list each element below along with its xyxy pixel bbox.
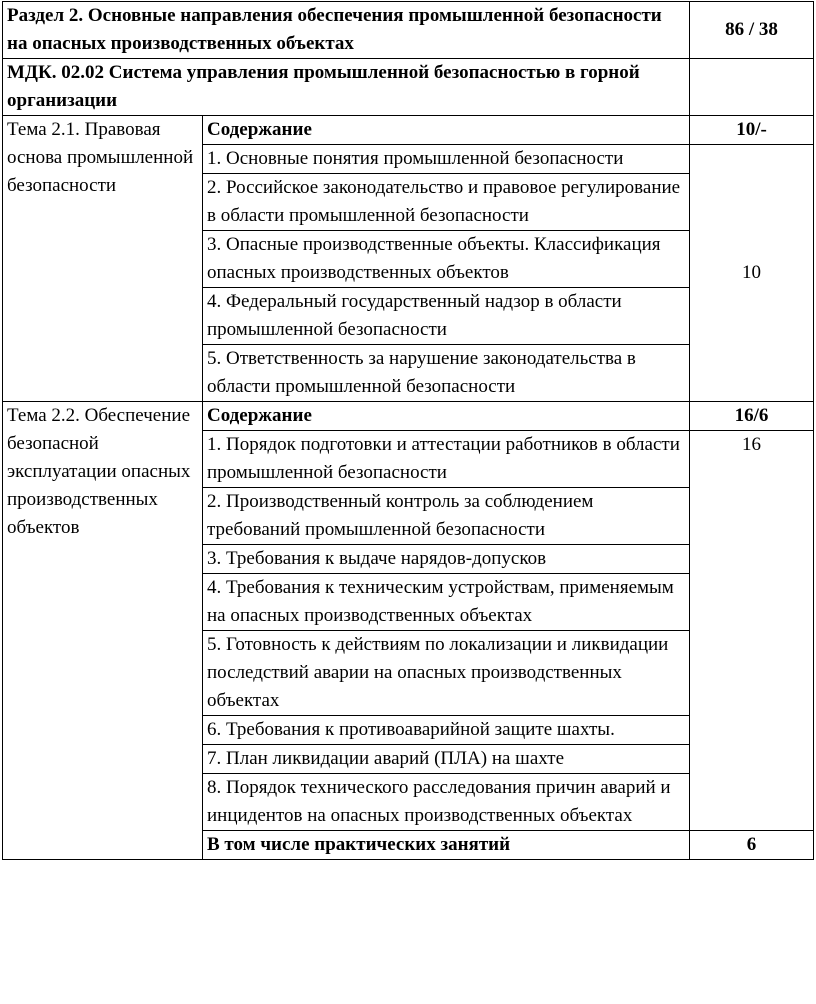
curriculum-table [2,1,814,860]
topic-item: 3. Опасные производственные объекты. Классификация опасных производственных объектов [203,231,690,288]
topic-title: Тема 2.1. Правовая основа промышленной безопасности [3,116,203,402]
items-hours: 10 [690,145,814,402]
topic-row [3,402,814,431]
topic-item: 8. Порядок технического расследования причин аварий и инцидентов на опасных производственных объектах [203,774,690,831]
topic-item: 6. Требования к противоаварийной защите шахты. [203,716,690,745]
content-label: Содержание [203,116,690,145]
practical-label: В том числе практических занятий [203,831,690,860]
content-hours: 10/- [690,116,814,145]
topic-item: 2. Производственный контроль за соблюдением требований промышленной безопасности [203,488,690,545]
section-row [3,2,814,59]
practical-hours: 6 [690,831,814,860]
topic-item: 5. Готовность к действиям по локализации и ликвидации последствий аварии на опасных производственных объектах [203,631,690,716]
mdk-hours [690,59,814,116]
mdk-title: МДК. 02.02 Система управления промышленной безопасностью в горной организации [3,59,690,116]
topic-item: 4. Требования к техническим устройствам, применяемым на опасных производственных объектах [203,574,690,631]
mdk-row [3,59,814,116]
topic-item: 7. План ликвидации аварий (ПЛА) на шахте [203,745,690,774]
topic-item: 1. Основные понятия промышленной безопасности [203,145,690,174]
topic-item: 5. Ответственность за нарушение законодательства в области промышленной безопасности [203,345,690,402]
topic-title: Тема 2.2. Обеспечение безопасной эксплуатации опасных производственных объектов [3,402,203,860]
content-label: Содержание [203,402,690,431]
topic-item: 2. Российское законодательство и правовое регулирование в области промышленной безопасности [203,174,690,231]
section-hours: 86 / 38 [690,2,814,59]
items-hours: 16 [690,431,814,831]
topic-item: 1. Порядок подготовки и аттестации работников в области промышленной безопасности [203,431,690,488]
content-hours: 16/6 [690,402,814,431]
topic-row [3,116,814,145]
topic-item: 3. Требования к выдаче нарядов-допусков [203,545,690,574]
topic-item: 4. Федеральный государственный надзор в области промышленной безопасности [203,288,690,345]
section-title: Раздел 2. Основные направления обеспечения промышленной безопасности на опасных производственных объектах [3,2,690,59]
